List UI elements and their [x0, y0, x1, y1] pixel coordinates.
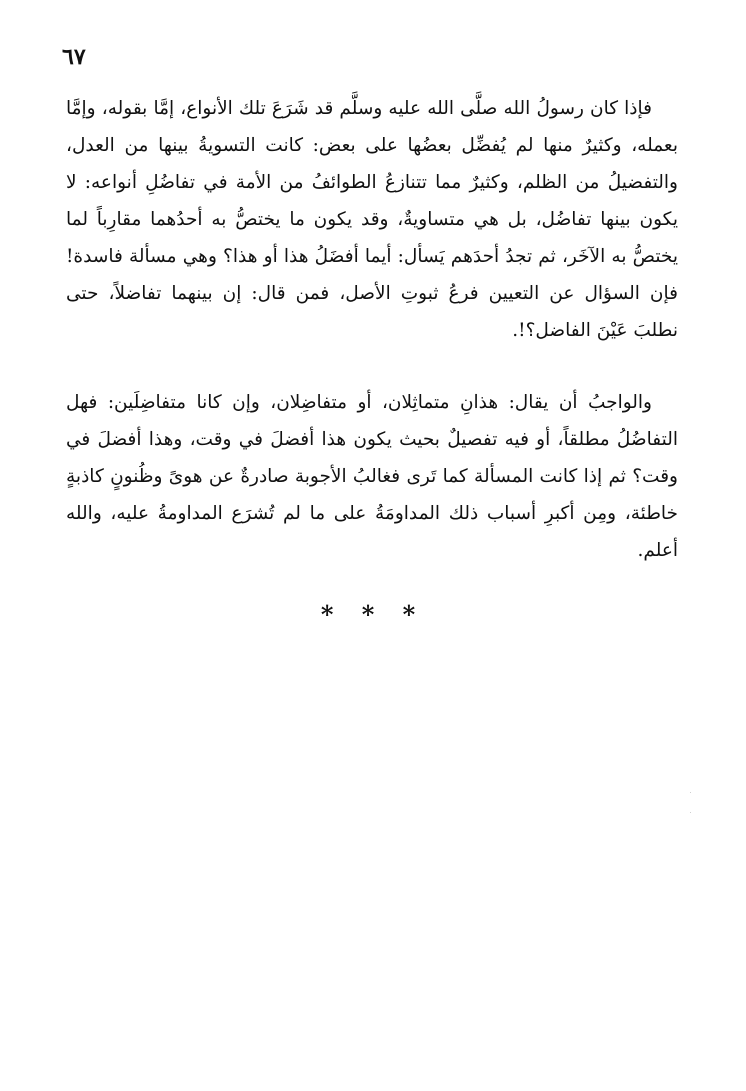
scan-speck: [690, 792, 691, 793]
paragraph-2: والواجبُ أن يقال: هذانِ متماثِلان، أو متفاضِلان، وإن كانا متفاضِلَين: فهل التفاضُلُ مطلقاً، أو فيه تفصيلٌ بحيث يكون هذا أفضلَ في وقت، وهذا أفضلَ في وقت؟ ثم إذا كانت المسألة كما تَرى فغالبُ الأجوبة صادرةٌ عن هوىً وظُنونٍ كاذبةٍ خاطئة، ومِن أكبرِ أسباب ذلك المداومَةُ على ما لم تُشرَع المداومةُ عليه، والله أعلم.: [66, 392, 678, 561]
paragraph-1: فإذا كان رسولُ الله صلَّى الله عليه وسلَّم قد شَرَعَ تلك الأنواع، إمَّا بقوله، وإمَّا بعمله، وكثيرٌ منها لم يُفضِّل بعضُها على بعض: كانت التسويةُ بينها من العدل، والتفضيلُ من الظلم، وكثيرٌ مما تتنازعُ الطوائفُ من الأمة في تفاضُلِ أنواعه: لا يكون بينها تفاضُل، بل هي متساويةٌ، وقد يكون ما يختصُّ به أحدُهما مقارِباً لما يختصُّ به الآخَر، ثم تجدُ أحدَهم يَسأل: أيما أفضَلُ هذا أو هذا؟ وهي مسألة فاسدة! فإن السؤال عن التعيين فرعُ ثبوتِ الأصل، فمن قال: إن بينهما تفاضلاً، حتى نطلبَ عَيْنَ الفاضل؟!.: [66, 98, 678, 341]
scan-speck: [690, 812, 691, 813]
page-number: ٦٧: [62, 44, 86, 70]
section-separator: * * *: [320, 600, 426, 629]
paragraph-2-container: [66, 384, 678, 569]
paragraph-1-container: [66, 90, 678, 349]
